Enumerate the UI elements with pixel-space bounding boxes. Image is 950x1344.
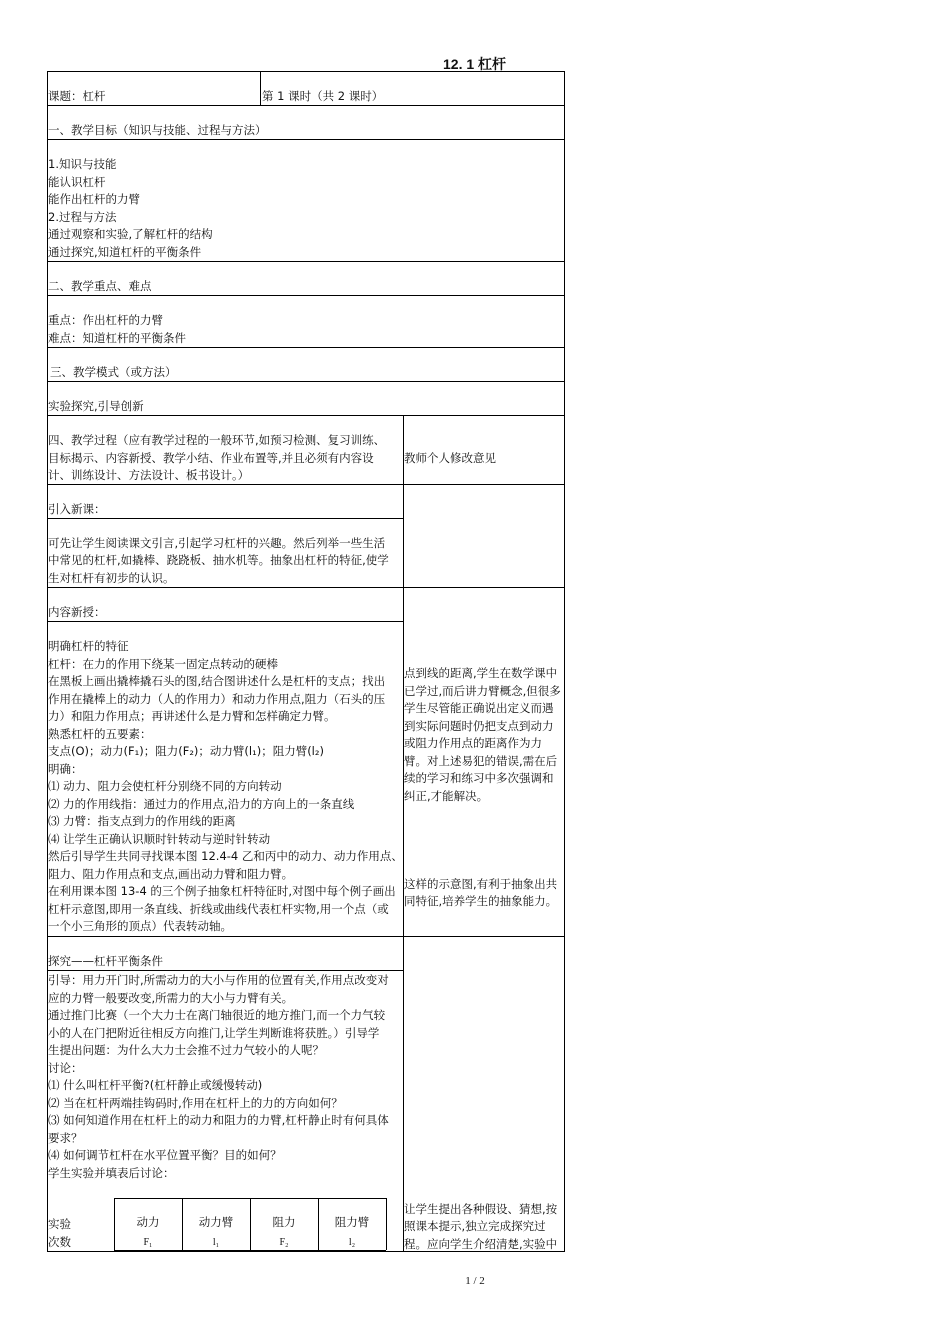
teacher-note-line: 臂。对上述易犯的错误,需在后 [404,754,558,768]
objective-line: 能认识杠杆 [48,175,106,189]
newcontent-line: 力）和阻力作用点；再讲述什么是力臂和怎样确定力臂。 [48,709,336,723]
table-header-load: 阻力 [272,1215,296,1229]
table-header-load-symbol: F₂ [279,1237,289,1248]
newcontent-line: 阻力、阻力作用点和支点,画出动力臂和阻力臂。 [48,867,294,881]
process-heading-line: 四、教学过程（应有教学过程的一般环节,如预习检测、复习训练、 [48,433,386,447]
objective-line: 能作出杠杆的力臂 [48,192,140,206]
teacher-note-line: 让学生提出各种假设、猜想,按 [404,1202,558,1216]
explore-line: 引导：用力开门时,所需动力的大小与作用的位置有关,作用点改变对 [48,973,389,987]
keypoint-line: 重点：作出杠杆的力臂 [48,313,163,327]
keypoint-line: 难点：知道杠杆的平衡条件 [48,331,186,345]
explore-line: ⑷ 如何调节杠杆在水平位置平衡？目的如何？ [48,1148,282,1162]
table-rule [386,1198,387,1250]
mode-text: 实验探究,引导创新 [48,399,144,413]
teacher-notes-heading: 教师个人修改意见 [404,451,496,465]
intro-line: 中常见的杠杆,如撬棒、跷跷板、抽水机等。抽象出杠杆的特征,使学 [48,553,389,567]
newcontent-line: 支点(O)；动力(F₁)；阻力(F₂)；动力臂(l₁)；阻力臂(l₂) [48,744,324,758]
period-label: 第 1 课时（共 2 课时） [262,89,384,103]
objective-line: 通过观察和实验,了解杠杆的结构 [48,227,213,241]
newcontent-line: ⑴ 动力、阻力会使杠杆分别绕不同的方向转动 [48,779,282,793]
explore-line: ⑶ 如何知道作用在杠杆上的动力和阻力的力臂,杠杆静止时有何具体 [48,1113,389,1127]
intro-line: 可先让学生阅读课文引言,引起学习杠杆的兴趣。然后列举一些生活 [48,536,386,550]
table-header-effort-symbol: F₁ [143,1237,153,1248]
explore-line: 小的人在门把附近往相反方向推门,让学生判断谁将获胜。）引导学 [48,1026,380,1040]
explore-line: 生提出问题：为什么大力士会推不过力气较小的人呢？ [48,1043,324,1057]
intro-line: 生对杠杆有初步的认识。 [48,571,175,585]
newcontent-line: 然后引导学生共同寻找课本图 12.4-4 乙和丙中的动力、动力作用点、 [48,849,403,863]
teacher-note-line: 续的学习和练习中多次强调和 [404,771,554,785]
teacher-note-line: 同特征,培养学生的抽象能力。 [404,894,558,908]
table-header-effort-arm-symbol: l₁ [212,1237,220,1248]
keypoints-heading: 二、教学重点、难点 [48,279,152,293]
newcontent-line: ⑵ 力的作用线指：通过力的作用点,沿力的方向上的一条直线 [48,797,355,811]
teacher-note-line: 已学过,而后讲力臂概念,但很多 [404,684,561,698]
teacher-note-line: 或阻力作用点的距离作为力 [404,736,542,750]
table-header-load-arm-symbol: l₂ [348,1237,356,1248]
explore-line: 通过推门比赛（一个大力士在离门轴很近的地方推门,而一个力气较 [48,1008,386,1022]
table-header-effort-arm: 动力臂 [198,1215,234,1229]
explore-line: 应的力臂一般要改变,所需力的大小与力臂有关。 [48,991,294,1005]
teacher-note-line: 程。应向学生介绍清楚,实验中 [404,1237,558,1251]
table-header-effort: 动力 [136,1215,160,1229]
rule [260,71,261,105]
newcontent-line: 一个小三角形的顶点）代表转动轴。 [48,919,232,933]
newcontent-line: 明确杠杆的特征 [48,639,129,653]
newcontent-line: 明确： [48,762,83,776]
newcontent-line: 杠杆示意图,即用一条直线、折线或曲线代表杠杆实物,用一个点（或 [48,902,389,916]
rule [47,936,565,937]
explore-line: 要求？ [48,1131,83,1145]
objective-line: 1.知识与技能 [48,157,117,171]
explore-line: 讨论： [48,1061,83,1075]
teacher-note-line: 学生尽管能正确说出定义而遇 [404,701,554,715]
topic-label: 课题：杠杆 [48,89,106,103]
teacher-note-line: 到实际问题时仍把支点到动力 [404,719,554,733]
page-title: 12. 1 杠杆 [443,56,507,72]
newcontent-line: 在黑板上画出撬棒撬石头的图,结合图讲述什么是杠杆的支点；找出 [48,674,386,688]
explore-line: ⑴ 什么叫杠杆平衡?(杠杆静止或缓慢转动) [48,1078,263,1092]
process-heading-line: 目标揭示、内容新授、教学小结、作业布置等,并且必须有内容设 [48,451,374,465]
table-header-trial: 实验 [48,1217,71,1231]
explore-line: 学生实验并填表后讨论： [48,1166,175,1180]
objectives-heading: 一、教学目标（知识与技能、过程与方法） [48,123,267,137]
explore-heading: 探究——杠杆平衡条件 [48,954,163,968]
process-heading-line: 计、训练设计、方法设计、板书设计。） [48,468,250,482]
teacher-note-line: 纠正,才能解决。 [404,789,489,803]
table-header-load-arm: 阻力臂 [334,1215,370,1229]
table-header-trial: 次数 [48,1235,71,1249]
newcontent-line: 在利用课本图 13-4 的三个例子抽象杠杆特征时,对图中每个例子画出 [48,884,396,898]
explore-line: ⑵ 当在杠杆两端挂钩码时,作用在杠杆上的力的方向如何？ [48,1096,343,1110]
newcontent-line: 作用在撬棒上的动力（人的作用力）和动力作用点,阻力（石头的压 [48,692,386,706]
mode-heading: 三、教学模式（或方法） [50,365,177,379]
objective-line: 通过探究,知道杠杆的平衡条件 [48,245,202,259]
teacher-note-line: 这样的示意图,有利于抽象出共 [404,877,558,891]
page-number: 1 / 2 [465,1275,485,1287]
newcontent-line: ⑶ 力臂：指支点到力的作用线的距离 [48,814,236,828]
rule [403,415,404,1252]
newcontent-heading: 内容新授： [48,605,106,619]
newcontent-line: 杠杆：在力的作用下绕某一固定点转动的硬棒 [48,657,278,671]
newcontent-line: 熟悉杠杆的五要素： [48,727,152,741]
intro-heading: 引入新课： [48,502,106,516]
objective-line: 2.过程与方法 [48,210,117,224]
newcontent-line: ⑷ 让学生正确认识顺时针转动与逆时针转动 [48,832,271,846]
teacher-note-line: 点到线的距离,学生在数学课中 [404,666,558,680]
teacher-note-line: 照课本提示,独立完成探究过 [404,1219,546,1233]
